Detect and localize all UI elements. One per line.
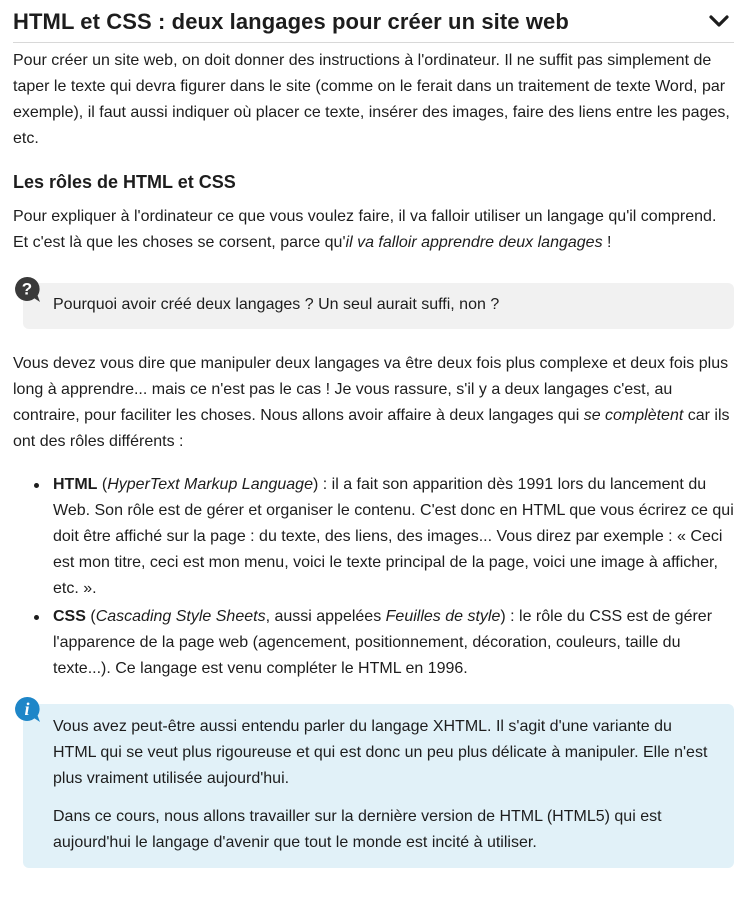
- css-description: ) : le rôle du CSS est de gérer l'apparence de la page web (agencement, positionnement, décoration, couleurs, taille du texte...). Ce langage est venu compléter le HTML en 1996.: [53, 608, 713, 677]
- info-text-1: Vous avez peut-être aussi entendu parler du langage XHTML. Il s'agit d'une variante du HTML qui se veut plus rigoureuse et qui est donc un peu plus délicate à manipuler. Elle n'est plus vraiment utilisée aujourd'hui.: [53, 718, 708, 787]
- info-text-2: Dans ce cours, nous allons travailler sur la dernière version de HTML (HTML5) qui est aujourd'hui le langage d'avenir que tout le monde est incité à utiliser.: [53, 808, 662, 851]
- question-text: Pourquoi avoir créé deux langages ? Un seul aurait suffi, non ?: [53, 296, 500, 313]
- html-expansion: HyperText Markup Language: [107, 476, 313, 493]
- svg-text:i: i: [24, 699, 30, 719]
- languages-list: [13, 472, 734, 682]
- languages-text: Vous devez vous dire que manipuler deux langages va être deux fois plus complexe et deux fois plus long à apprendre... mais ce n'est pas le cas ! Je vous rassure, s'il y a deux langages c'est, au contraire, pour faciliter les choses. Nous allons avoir affaire à deux langages qui: [13, 355, 729, 424]
- roles-paragraph: [13, 204, 734, 256]
- subheading: Les rôles de HTML et CSS: [13, 172, 236, 192]
- html-description: ) : il a fait son apparition dès 1991 lors du lancement du Web. Son rôle est de gérer et organiser le contenu. C'est donc en HTML que vous écrirez ce qui doit être affiché sur la page : du texte, des liens, des images... Vous direz par exemple : « Ceci est mon titre, ceci est mon menu, voici le texte principal de la page, voici une image à afficher, etc. ».: [53, 476, 734, 597]
- list-item-css: [53, 604, 734, 682]
- chevron-down-icon[interactable]: [706, 8, 732, 34]
- list-item-html: [53, 472, 734, 602]
- languages-paragraph: [13, 351, 734, 455]
- question-icon: [13, 275, 41, 303]
- section-title: HTML et CSS : deux langages pour créer un site web: [13, 9, 569, 34]
- css-term: CSS: [53, 608, 86, 625]
- intro-paragraph: Pour créer un site web, on doit donner des instructions à l'ordinateur. Il ne suffit pas simplement de taper le texte qui devra figurer dans le site (comme on le ferait dans un traitement de texte Word, par exemple), il faut aussi indiquer où placer ce texte, insérer des images, faire des liens entre les pages, etc.: [13, 52, 730, 147]
- info-callout: [23, 699, 734, 868]
- section-header[interactable]: [13, 0, 734, 43]
- roles-text: Pour expliquer à l'ordinateur ce que vous voulez faire, il va falloir utiliser un langage qu'il comprend. Et c'est là que les choses se corsent, parce qu': [13, 208, 717, 251]
- html-open: (: [97, 476, 108, 493]
- question-callout: [21, 279, 734, 329]
- css-open: (: [85, 608, 96, 625]
- roles-emphasis: il va falloir apprendre deux langages: [345, 234, 603, 251]
- info-icon: [13, 695, 41, 723]
- languages-text-end: car ils ont des rôles différents :: [13, 407, 730, 450]
- languages-emphasis: se complètent: [583, 407, 684, 424]
- css-expansion2: Feuilles de style: [385, 608, 501, 625]
- html-term: HTML: [53, 476, 98, 493]
- css-expansion: Cascading Style Sheets: [95, 608, 266, 625]
- roles-text-end: !: [602, 234, 612, 251]
- svg-text:?: ?: [21, 279, 33, 299]
- css-middle: , aussi appelées: [265, 608, 386, 625]
